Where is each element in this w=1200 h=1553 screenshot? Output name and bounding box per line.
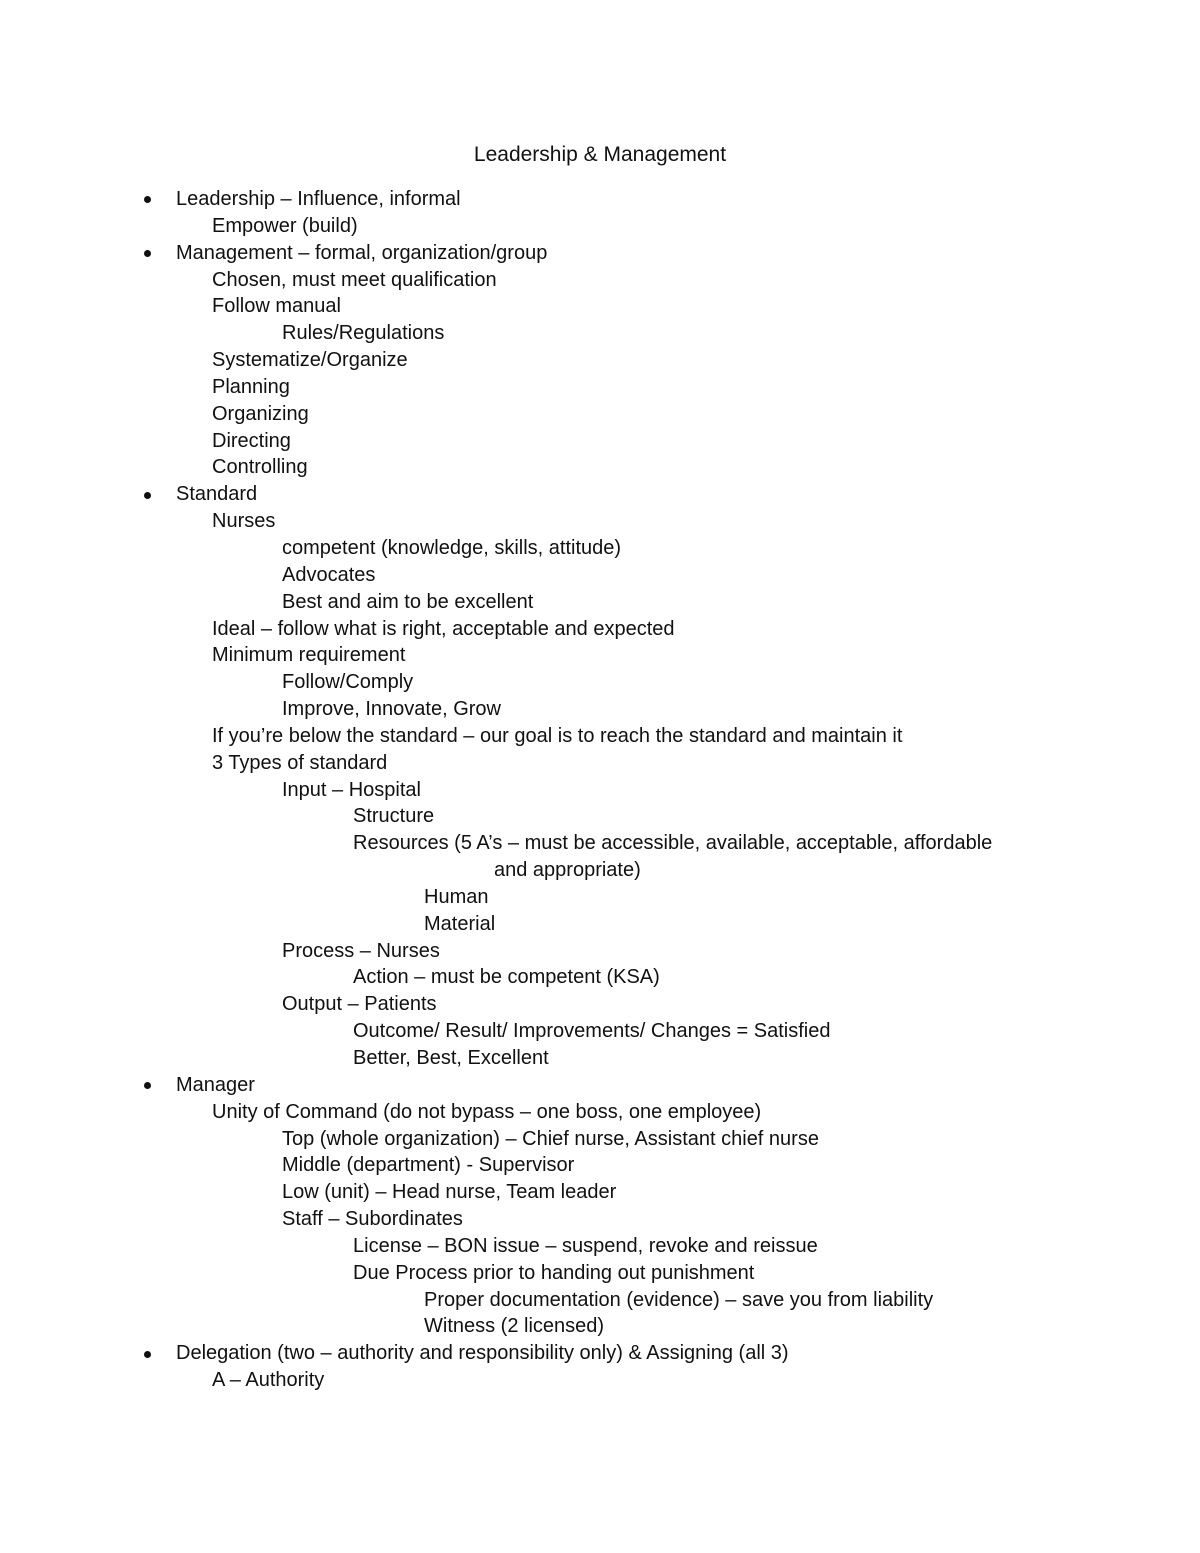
outline-line (0, 562, 1200, 589)
line-text: Low (unit) – Head nurse, Team leader (282, 1181, 617, 1204)
outline-line (0, 374, 1200, 401)
outline-line (0, 642, 1200, 669)
line-text: and appropriate) (494, 859, 641, 882)
outline-line (0, 1045, 1200, 1072)
outline-line (0, 213, 1200, 240)
outline-line (0, 1233, 1200, 1260)
outline-line (0, 535, 1200, 562)
page-title: Leadership & Management (473, 143, 727, 166)
outline-line (0, 1367, 1200, 1394)
line-text: Outcome/ Result/ Improvements/ Changes = Satisfied (353, 1020, 831, 1043)
line-text: Better, Best, Excellent (353, 1047, 549, 1069)
line-text: Material (424, 912, 496, 935)
line-text: Witness (2 licensed) (424, 1315, 605, 1338)
line-text: Planning (212, 375, 290, 398)
outline-line (0, 1313, 1200, 1340)
outline-line (0, 428, 1200, 455)
line-text: Input – Hospital (282, 778, 421, 801)
line-text: Empower (build) (212, 214, 358, 237)
line-text: Best and aim to be excellent (282, 590, 534, 613)
line-text: Manager (176, 1073, 255, 1096)
line-text: A – Authority (212, 1369, 325, 1392)
bullet-item (0, 186, 1200, 213)
line-text: Controlling (212, 456, 308, 479)
line-text: Staff – Subordinates (282, 1208, 463, 1231)
line-text: Output – Patients (282, 993, 437, 1016)
outline-line (0, 991, 1200, 1018)
line-text: Improve, Innovate, Grow (282, 698, 501, 721)
outline-line (0, 857, 1200, 884)
outline-line (0, 1018, 1200, 1045)
outline-line (0, 589, 1200, 616)
line-text: Organizing (212, 402, 309, 425)
outline-line (0, 696, 1200, 723)
line-text: Nurses (212, 510, 276, 533)
line-text: Due Process prior to handing out punishment (353, 1261, 755, 1284)
outline-line (0, 723, 1200, 750)
outline-line (0, 750, 1200, 777)
bullet-icon (144, 492, 151, 499)
line-text: Leadership – Influence, informal (176, 188, 461, 210)
line-text: Process – Nurses (282, 939, 440, 962)
outline-list (0, 186, 1200, 1394)
bullet-icon (144, 1351, 151, 1358)
outline-line (0, 1260, 1200, 1287)
outline-line (0, 347, 1200, 374)
line-text: Management – formal, organization/group (176, 241, 548, 264)
outline-line (0, 1152, 1200, 1179)
line-text: Human (424, 885, 489, 908)
bullet-icon (144, 250, 151, 257)
outline-line (0, 938, 1200, 965)
line-text: Follow manual (212, 295, 341, 318)
outline-line (0, 616, 1200, 643)
line-text: Delegation (two – authority and responsibility only) & Assigning (all 3) (176, 1342, 789, 1365)
line-text: Minimum requirement (212, 644, 406, 667)
outline-line (0, 1179, 1200, 1206)
outline-line (0, 911, 1200, 938)
outline-line (0, 777, 1200, 804)
line-text: Rules/Regulations (282, 322, 445, 345)
outline-line (0, 1099, 1200, 1126)
line-text: 3 Types of standard (212, 751, 388, 774)
outline-line (0, 1287, 1200, 1314)
bullet-item (0, 481, 1200, 508)
line-text: Unity of Command (do not bypass – one boss, one employee) (212, 1100, 762, 1123)
bullet-item (0, 1072, 1200, 1099)
line-text: Structure (353, 805, 435, 828)
bullet-icon (144, 196, 151, 203)
outline-line (0, 267, 1200, 294)
outline-line (0, 803, 1200, 830)
line-text: Ideal – follow what is right, acceptable and expected (212, 617, 675, 640)
line-text: Top (whole organization) – Chief nurse, Assistant chief nurse (282, 1127, 819, 1150)
bullet-icon (144, 1082, 151, 1089)
outline-line (0, 964, 1200, 991)
outline-line (0, 508, 1200, 535)
line-text: License – BON issue – suspend, revoke and reissue (353, 1234, 818, 1257)
line-text: Standard (176, 483, 258, 506)
line-text: Resources (5 A’s – must be accessible, available, acceptable, affordable (353, 832, 993, 855)
outline-line (0, 669, 1200, 696)
outline-line (0, 401, 1200, 428)
line-text: Follow/Comply (282, 671, 414, 694)
outline-line (0, 454, 1200, 481)
bullet-item (0, 1340, 1200, 1367)
outline-line (0, 293, 1200, 320)
line-text: Systematize/Organize (212, 349, 408, 372)
outline-line (0, 830, 1200, 857)
outline-line (0, 1206, 1200, 1233)
outline-line (0, 320, 1200, 347)
outline-line (0, 884, 1200, 911)
line-text: Action – must be competent (KSA) (353, 966, 660, 989)
line-text: Middle (department) - Supervisor (282, 1154, 575, 1177)
outline-line (0, 1126, 1200, 1153)
line-text: Proper documentation (evidence) – save you from liability (424, 1288, 934, 1311)
line-text: Directing (212, 429, 291, 452)
line-text: Chosen, must meet qualification (212, 268, 497, 291)
bullet-item (0, 240, 1200, 267)
line-text: If you’re below the standard – our goal is to reach the standard and maintain it (212, 724, 903, 747)
line-text: competent (knowledge, skills, attitude) (282, 536, 622, 559)
line-text: Advocates (282, 563, 376, 586)
